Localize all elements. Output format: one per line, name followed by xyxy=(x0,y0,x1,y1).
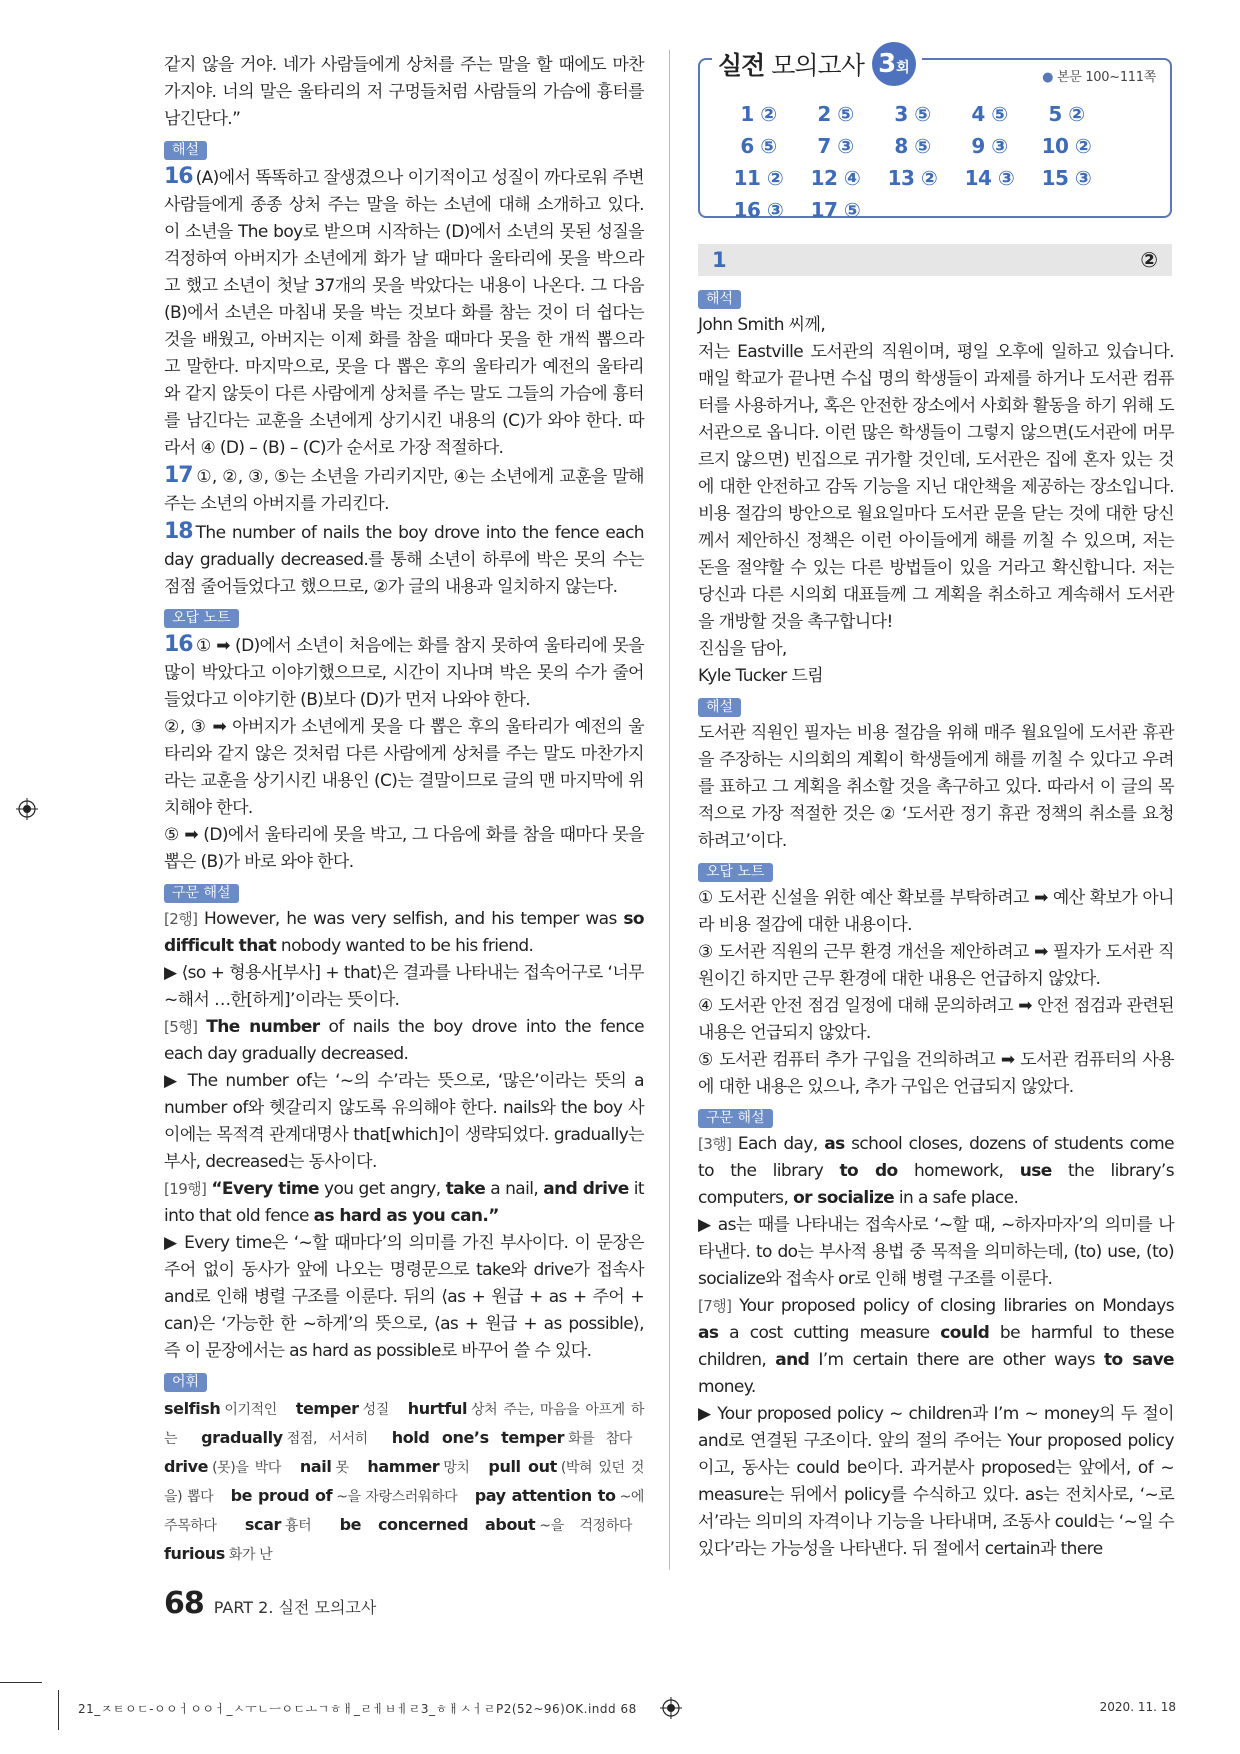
syntax-text: you get angry, xyxy=(318,1179,446,1199)
answer-item: 15 ③ xyxy=(1041,166,1092,190)
syntax-bold: use xyxy=(1019,1161,1052,1181)
answer-item: 6 ⑤ xyxy=(740,134,777,158)
syntax-text: money. xyxy=(698,1377,756,1397)
vocab-meaning: 화를 참다 xyxy=(568,1431,632,1447)
vocab-term: temper xyxy=(295,1399,359,1418)
syntax-bold: to do xyxy=(839,1161,898,1181)
vocab-term: hurtful xyxy=(407,1399,468,1418)
explanation-text: ①, ②, ③, ⑤는 소년을 가리키지만, ④는 소년에게 교훈을 말해 주는 소년의 아버지를 가리킨다. xyxy=(164,467,644,514)
section-tag-explanation: 해설 xyxy=(164,141,207,160)
vocab-meaning: 망치 xyxy=(443,1460,470,1476)
answer-item: 5 ② xyxy=(1048,102,1085,126)
syntax-text: in a safe place. xyxy=(894,1188,1019,1208)
page-number: 68 xyxy=(164,1586,204,1621)
answer-item: 3 ⑤ xyxy=(894,102,931,126)
right-column xyxy=(698,282,1174,1563)
syntax-bold: The number xyxy=(206,1017,320,1037)
letter-closing: 진심을 담아, xyxy=(698,639,787,659)
vocab-term: pay attention to xyxy=(474,1486,616,1505)
bullet-icon: ● xyxy=(1042,70,1054,85)
vocab-meaning: (못)을 박다 xyxy=(212,1460,281,1476)
part-label: PART 2. 실전 모의고사 xyxy=(213,1598,377,1617)
syntax-bold: could xyxy=(940,1323,990,1343)
answer-item: 12 ④ xyxy=(810,166,861,190)
column-divider xyxy=(669,50,670,1570)
vocab-meaning: 화가 난 xyxy=(228,1547,273,1563)
answer-item: 2 ⑤ xyxy=(817,102,854,126)
line-ref: [2행] xyxy=(164,910,198,928)
correct-answer: ② xyxy=(1140,248,1158,272)
vocab-meaning: 상처 주는, 마음을 아프게 하는 xyxy=(164,1402,645,1447)
wrong-answer-q16-b: ②, ③ ➡ 아버지가 소년에게 못을 다 뽑은 후의 울타리가 예전의 울타리와 같지 않은 것처럼 다른 사람에게 상처를 주는 말도 마찬가지라는 교훈을 상기시킨 내용인 (C)는 결말이므로 글의 맨 마지막에 위치해야 한다. xyxy=(164,717,644,818)
vocab-term: be concerned about xyxy=(339,1515,536,1534)
answer-item: 10 ② xyxy=(1041,134,1092,158)
syntax-text: Your proposed policy of closing libraries on Mondays xyxy=(731,1296,1174,1316)
vocab-meaning: 흉터 xyxy=(284,1518,312,1534)
title-bold: 실전 xyxy=(718,51,765,80)
answer-grid xyxy=(720,98,1160,226)
line-ref: [5행] xyxy=(164,1018,198,1036)
explanation-q18 xyxy=(164,518,644,601)
explanation-q16 xyxy=(164,163,644,462)
answer-key-box xyxy=(698,49,1172,222)
vocab-term: drive xyxy=(164,1457,209,1476)
syntax-text: However, he was very selfish, and his temper was xyxy=(203,909,624,929)
vocab-term: gradually xyxy=(201,1428,283,1447)
syntax-bold: ” xyxy=(488,1206,499,1226)
question-number: 17 xyxy=(164,463,193,488)
answer-item: 7 ③ xyxy=(817,134,854,158)
syntax-text: school closes, dozens of students come to the library xyxy=(698,1134,1174,1181)
syntax-bold: Every time xyxy=(221,1179,319,1199)
vocab-meaning: ~에 주목하다 xyxy=(164,1489,645,1534)
letter-body: 저는 Eastville 도서관의 직원이며, 평일 오후에 일하고 있습니다. 매일 학교가 끝나면 수십 명의 학생들이 과제를 하거나 도서관 컴퓨터를 사용하거나, 혹은 안전한 장소에서 사회화 활동을 하기 위해 도서관으로 옵니다. 이런 많은 학생들이 그렇지 않으면(도서관에 머무르지 않으면) 빈집으로 귀가할 것인데, 도서관은 집에 혼자 있는 것에 대한 안전하고 감독 기능을 지닌 대안책을 제공하는 장소입니다. 비용 절감의 방안으로 월요일마다 도서관 문을 닫는 것에 대한 당신께서 제안하신 정책은 이런 아이들에게 해를 끼칠 수 있으며, 저는 돈을 절약할 수 있는 다른 방법들이 있을 거라고 확신합니다. 저는 당신과 다른 시의회 대표들께 그 계획을 취소하고 계속해서 도서관을 개방할 것을 촉구합니다! xyxy=(698,342,1174,632)
letter-signature: Kyle Tucker 드림 xyxy=(698,666,824,686)
question-number: 1 xyxy=(712,248,727,272)
left-column xyxy=(164,52,644,1569)
syntax-text: a cost cutting measure xyxy=(718,1323,941,1343)
section-tag-syntax: 구문 해설 xyxy=(698,1109,773,1128)
section-tag-wrong-answer-note: 오답 노트 xyxy=(698,863,773,882)
print-slug: 21_ㅈㅌㅇㄷ-ㅇㅇㅓㅇㅇㅓ_ㅅㅜㄴㅡㅇㄷㅗㄱㅎㅐ_ㄹㅔㅂㅔㄹ3_ㅎㅐㅅㅓㄹP2(52~96)OK.indd 68 xyxy=(78,1702,637,1716)
syntax-text: Each day, xyxy=(731,1134,825,1154)
round-suffix: 회 xyxy=(896,60,910,76)
explanation-text: (A)에서 똑똑하고 잘생겼으나 이기적이고 성질이 까다로워 주변 사람들에게 종종 상처 주는 말을 하는 소년에 대해 소개하고 있다. 이 소년을 The boy로 받으며 시작하는 (D)에서 소년의 못된 성질을 걱정하여 아버지가 소년에게 화가 날 때마다 울타리에 못을 박으라고 했고 소년이 첫날 37개의 못을 박았다는 내용이 나온다. 그 다음 (B)에서 소년은 마침내 못을 박는 것보다 화를 참는 것이 더 쉽다는 것을 배웠고, 아버지는 이제 화를 참을 때마다 못을 한 개씩 뽑으라고 말한다. 마지막으로, 못을 다 뽑은 후의 울타리가 예전의 울타리와 같지 않듯이 다른 사람에게 상처를 주는 말도 그들의 가슴에 흉터를 남긴다는 교훈을 소년에게 상기시킨 내용의 (C)가 와야 한다. 따라서 ④ (D) – (B) – (C)가 순서로 가장 적절하다. xyxy=(164,168,644,458)
vocab-term: nail xyxy=(299,1457,332,1476)
answer-key-title xyxy=(712,44,922,84)
page-reference-text: 본문 100~111쪽 xyxy=(1056,70,1156,85)
crop-mark xyxy=(58,1690,59,1730)
vocab-meaning: 못 xyxy=(335,1460,349,1476)
answer-item: 8 ⑤ xyxy=(894,134,931,158)
vocab-term: be proud of xyxy=(230,1486,333,1505)
syntax-note-2: ▶ Your proposed policy ~ children과 I’m ~ money의 두 절이 and로 연결된 구조이다. 앞의 절의 주어는 Your proposed policy이고, 동사는 could be이다. 과거분사 proposed는 앞에서, of ~ measure는 뒤에서 policy를 수식하고 있다. as는 전치사로, ‘~로서’라는 의미의 자격이나 기능을 나타내며, 조동사 could는 ‘~일 수 있다’라는 가능성을 나타낸다. 뒤 절에서 certain과 there xyxy=(698,1404,1174,1559)
vocab-meaning: 이기적인 xyxy=(224,1402,277,1418)
section-tag-explanation: 해설 xyxy=(698,698,741,717)
syntax-text: of nails the boy drove into the fence each day gradually decreased. xyxy=(164,1017,644,1064)
syntax-item-1 xyxy=(698,1131,1174,1212)
syntax-note-3: ▶ Every time은 ‘~할 때마다’의 의미를 가진 부사이다. 이 문장은 주어 없이 동사가 앞에 나오는 명령문으로 take와 drive가 접속사 and로 인해 병렬 구조를 이룬다. 뒤의 ⟨as + 원급 + as + 주어 + can⟩은 ‘가능한 한 ~하게’의 뜻으로, ⟨as + 원급 + as possible⟩, 즉 이 문장에서는 as hard as possible로 바꾸어 쓸 수 있다. xyxy=(164,1233,644,1361)
page-footer xyxy=(164,1586,376,1621)
syntax-bold: as xyxy=(824,1134,845,1154)
explanation-text: The number of nails the boy drove into the fence each day gradually decreased.를 통해 소년이 하루에 박은 못의 수는 점점 줄어들었다고 했으므로, ②가 글의 내용과 일치하지 않는다. xyxy=(164,523,644,597)
section-tag-vocabulary: 어휘 xyxy=(164,1373,207,1392)
question-number: 18 xyxy=(164,519,193,544)
answer-item: 16 ③ xyxy=(733,198,784,222)
page-reference xyxy=(1042,66,1156,85)
letter-greeting: John Smith 씨께, xyxy=(698,315,826,335)
wrong-answer-5: ⑤ 도서관 컴퓨터 추가 구입을 건의하려고 ➡ 도서관 컴퓨터의 사용에 대한 내용은 있으나, 추가 구입은 언급되지 않았다. xyxy=(698,1050,1174,1097)
syntax-bold: “ xyxy=(211,1179,222,1199)
title-rest: 모의고사 xyxy=(764,51,864,80)
answer-item: 11 ② xyxy=(733,166,784,190)
syntax-note-1: ▶ as는 때를 나타내는 접속사로 ‘~할 때, ~하자마자’의 의미를 나타낸다. to do는 부사적 용법 중 목적을 의미하는데, (to) use, (to) socialize와 접속사 or로 인해 병렬 구조를 이룬다. xyxy=(698,1215,1174,1289)
line-ref: [7행] xyxy=(698,1297,732,1315)
answer-item: 14 ③ xyxy=(964,166,1015,190)
wrong-answer-1: ① 도서관 신설을 위한 예산 확보를 부탁하려고 ➡ 예산 확보가 아니라 비용 절감에 대한 내용이다. xyxy=(698,888,1174,935)
vocab-term: hammer xyxy=(367,1457,440,1476)
syntax-note-1: ▶ ⟨so + 형용사[부사] + that⟩은 결과를 나타내는 접속어구로 ‘너무 ~해서 …한[하게]’이라는 뜻이다. xyxy=(164,963,644,1010)
crop-mark xyxy=(0,1682,42,1683)
syntax-bold: as xyxy=(698,1323,719,1343)
answer-key-title-text xyxy=(718,46,864,82)
syntax-text: a nail, xyxy=(485,1179,544,1199)
answer-item: 17 ⑤ xyxy=(810,198,861,222)
question-header-bar xyxy=(698,244,1172,276)
story-quote-ending: 같지 않을 거야. 네가 사람들에게 상처를 주는 말을 할 때에도 마찬가지야. 너의 말은 울타리의 저 구멍들처럼 사람들의 가슴에 흉터를 남긴단다.” xyxy=(164,55,644,129)
syntax-item-2 xyxy=(698,1293,1174,1401)
syntax-text: nobody wanted to be his friend. xyxy=(276,936,534,956)
round-badge xyxy=(872,42,916,86)
vocab-term: hold one’s temper xyxy=(391,1428,565,1447)
syntax-item-2 xyxy=(164,1014,644,1068)
vocab-meaning: ~을 자랑스러워하다 xyxy=(336,1489,458,1505)
wrong-answer-q16-c: ⑤ ➡ (D)에서 울타리에 못을 박고, 그 다음에 화를 참을 때마다 못을 뽑은 (B)가 바로 와야 한다. xyxy=(164,825,644,872)
syntax-note-2: ▶ The number of는 ‘~의 수’라는 뜻으로, ‘많은’이라는 뜻의 a number of와 헷갈리지 않도록 유의해야 한다. nails와 the boy 사이에는 목적격 관계대명사 that[which]이 생략되었다. gradually는 부사, decreased는 동사이다. xyxy=(164,1071,644,1172)
syntax-text: homework, xyxy=(897,1161,1020,1181)
print-date: 2020. 11. 18 xyxy=(1099,1700,1176,1714)
syntax-bold: as hard as you can. xyxy=(313,1206,489,1226)
explanation-q17 xyxy=(164,462,644,518)
vocab-meaning: 성질 xyxy=(362,1402,389,1418)
vocab-meaning: 점점, 서서히 xyxy=(286,1431,368,1447)
vocab-meaning: (박혀 있던 것을) 뽑다 xyxy=(164,1460,644,1505)
syntax-bold: and xyxy=(775,1350,810,1370)
vocabulary-list xyxy=(164,1395,644,1569)
syntax-bold: take xyxy=(445,1179,486,1199)
question-number: 16 xyxy=(164,632,193,657)
section-tag-wrong-answer-note: 오답 노트 xyxy=(164,609,239,628)
syntax-text: I’m certain there are other ways xyxy=(809,1350,1104,1370)
syntax-item-1 xyxy=(164,906,644,960)
vocab-term: furious xyxy=(164,1544,225,1563)
vocab-term: selfish xyxy=(164,1399,221,1418)
syntax-text: the library’s computers, xyxy=(698,1161,1174,1208)
wrong-answer-q16 xyxy=(164,631,644,714)
syntax-bold: or socialize xyxy=(793,1188,895,1208)
wrong-answer-4: ④ 도서관 안전 점검 일정에 대해 문의하려고 ➡ 안전 점검과 관련된 내용은 언급되지 않았다. xyxy=(698,996,1174,1043)
vocab-meaning: ~을 걱정하다 xyxy=(539,1518,632,1534)
answer-item: 9 ③ xyxy=(971,134,1008,158)
section-tag-syntax: 구문 해설 xyxy=(164,884,239,903)
syntax-text: it into that old fence xyxy=(164,1179,644,1226)
vocab-term: pull out xyxy=(488,1457,557,1476)
syntax-text: be harmful to these children, xyxy=(698,1323,1174,1370)
wrong-answer-3: ③ 도서관 직원의 근무 환경 개선을 제안하려고 ➡ 필자가 도서관 직원이긴 하지만 근무 환경에 대한 내용은 언급하지 않았다. xyxy=(698,942,1174,989)
answer-item: 4 ⑤ xyxy=(971,102,1008,126)
syntax-bold: and drive xyxy=(543,1179,629,1199)
vocab-term: scar xyxy=(244,1515,281,1534)
wrong-answer-text: ① ➡ (D)에서 소년이 처음에는 화를 참지 못하여 울타리에 못을 많이 박았다고 이야기했으므로, 시간이 지나며 박은 못의 수가 줄어들었다고 이야기한 (B)보다 (D)가 먼저 나와야 한다. xyxy=(164,636,644,710)
question-number: 16 xyxy=(164,164,193,189)
section-tag-translation: 해석 xyxy=(698,290,741,309)
round-number: 3 xyxy=(878,49,897,79)
explanation-q1: 도서관 직원인 필자는 비용 절감을 위해 매주 월요일에 도서관 휴관을 주장하는 시의회의 계획이 학생들에게 해를 끼칠 수 있다고 우려를 표하고 그 계획을 취소할 것을 촉구하고 있다. 따라서 이 글의 목적으로 가장 적절한 것은 ② ‘도서관 정기 휴관 정책의 취소를 요청하려고’이다. xyxy=(698,723,1174,851)
syntax-bold: to save xyxy=(1103,1350,1174,1370)
syntax-item-3 xyxy=(164,1176,644,1230)
line-ref: [19행] xyxy=(164,1180,207,1198)
answer-item: 1 ② xyxy=(740,102,777,126)
syntax-bold: so difficult that xyxy=(164,909,644,956)
registration-mark-icon xyxy=(660,1697,682,1719)
line-ref: [3행] xyxy=(698,1135,732,1153)
answer-item: 13 ② xyxy=(887,166,938,190)
registration-mark-icon xyxy=(16,798,38,820)
